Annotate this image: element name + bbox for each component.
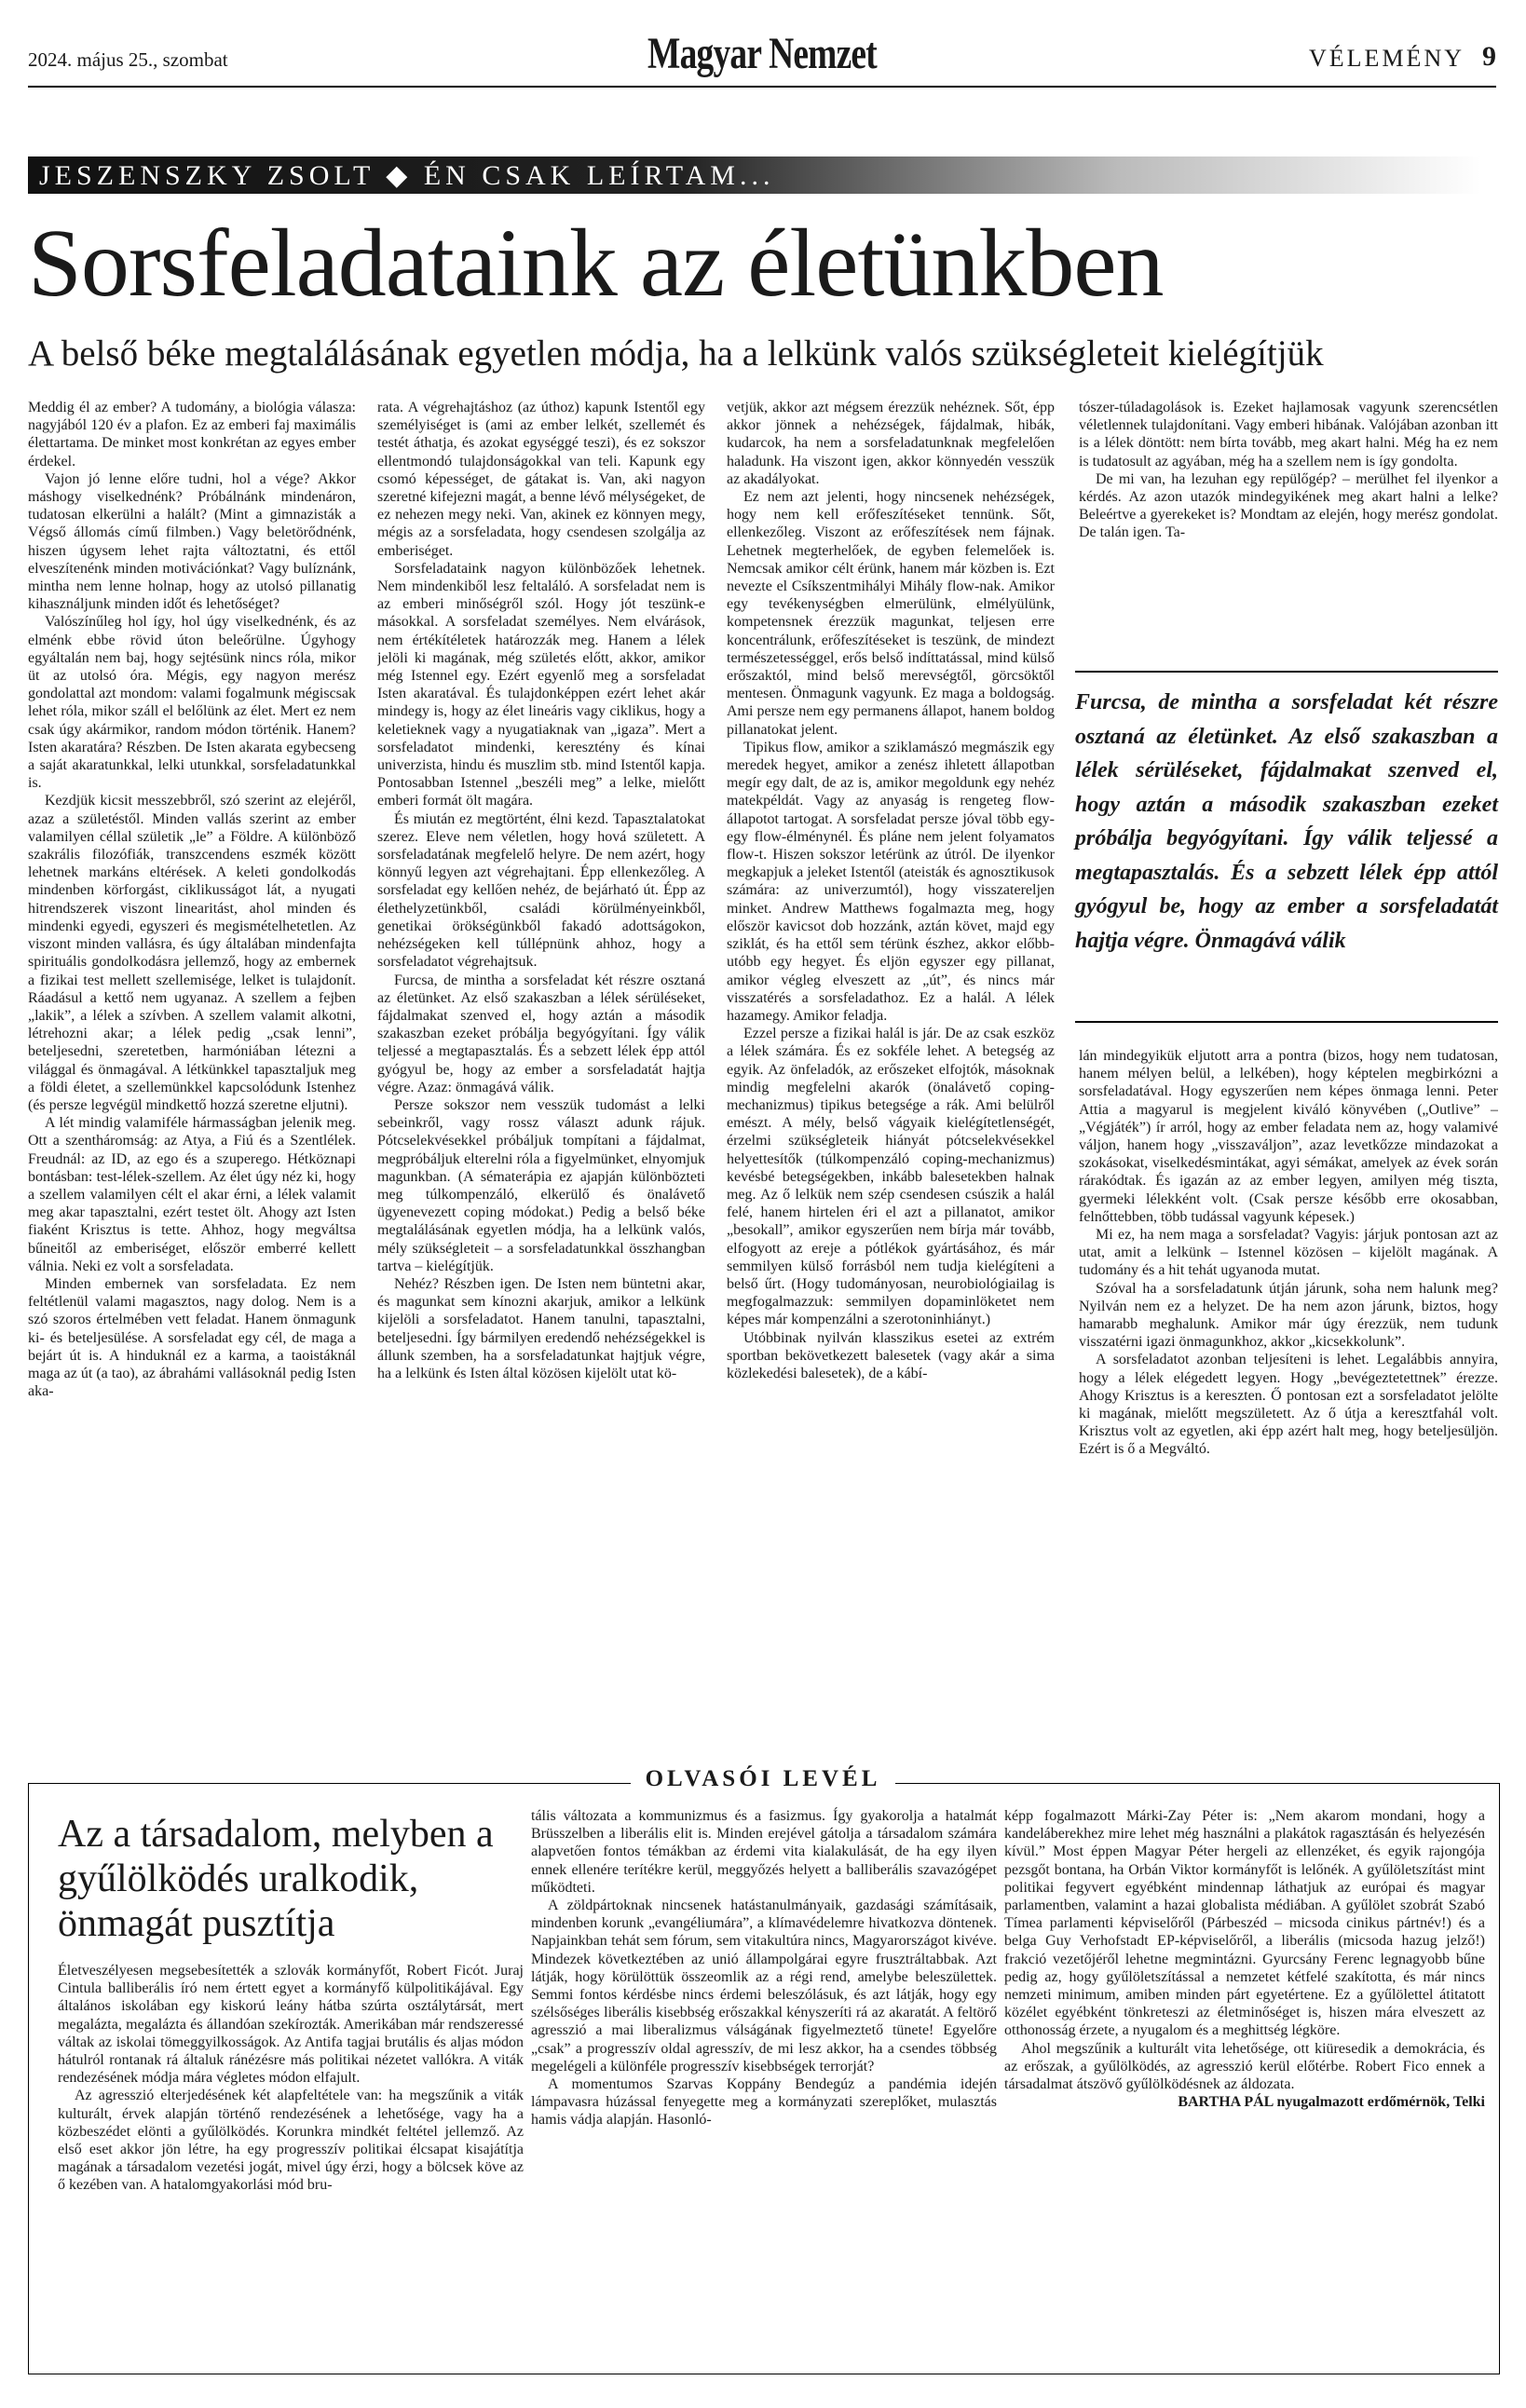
article-title: Sorsfeladataink az életünkben <box>28 210 1164 317</box>
letter-signature: BARTHA PÁL nyugalmazott erdőmérnök, Telki <box>1178 2094 1485 2111</box>
article-column-2: rata. A végrehajtáshoz (az úthoz) kapunk Istentől egy személyiséget is (ami az ember lelkét, szellemét és testét áthatja, és azokat egységgé teszi), és ez sokszor ellentmondó tulajdonságokkal van teli. Kapunk egy csomó képességet, de gátakat is. Van, aki nagyon szeretné kifejezni magát, a benne lévő mélységeket, de ez nehezen megy neki. Van, akinek ez könnyen megy, mégis az a sorsfeladata, hogy csendesen szolgálja az emberiséget. Sorsfeladataink nagyon különbözőek lehetnek. Nem mindenkiből lesz feltaláló. A sorsfeladat nem is az emberi minőségről szól. Hogy jót teszünk-e másokkal. A sorsfeladat személyes. Nem elvárások, nem értékítéletek határozzák meg. Hanem a lélek jelöli ki magának, még születés előtt, akkor, amikor még Istennel egy. Ezért egyenlő meg a sorsfeladat Isten akaratával. És tulajdonképpen ezért lehet akár mindegy is, hogy az élet lineáris vagy ciklikus, hogy a keletieknek vagy a nyugatiaknak van „igaza”. Mert a sorsfeladatot mindenki, keresztény és kínai univerzista, hindu és muszlim stb. mind Istentől kapja. Pontosabban Istennel „beszéli meg” a lelke, mielőtt emberi formát ölt magára. És miután ez megtörtént, élni kezd. Tapasztalatokat szerez. Eleve nem véletlen, hogy hová született. A sorsfeladatának megfelelő helyre. De nem azért, hogy könnyű legyen azt végrehajtani. Épp ellenkezőleg. A sorsfeladat egy kellően nehéz, de bejárható út. Épp az élethelyzetünkből, családi körülményeinkből, genetikai örökségünkből fakadó adottságokon, nehézségeken kell túllépnünk ahhoz, hogy a sorsfeladatot végrehajtsuk. Furcsa, de mintha a sorsfeladat két részre osztaná az életünket. Az első szakaszban a lélek sérüléseket, fájdalmakat szenved el, hogy aztán a második szakaszban ezeket próbálja begyógyítani. Így válik teljessé a megtapasztalás. És a sebzett lélek épp attól gyógyul be, hogy az ember a sorsfeladatát hajtja végre. Azaz: önmagává válik. Persze sokszor nem vesszük tudomást a lelki sebeinkről, vagy rossz választ adunk rájuk. Pótcselekvésekkel próbáljuk tompítani a fájdalmat, megpróbáljuk elterelni róla a figyelmünket, elnyomjuk magunkban. (A sématerápia ez ajapján különbözteti meg túlkompenzáló, elkerülő és önalávető ügyenevezett coping módokat.) Pedig a belső béke megtalálásának egyetlen módja, ha a lelkünk valós, mély szükségleteit – a sorsfeladatunkkal összhangban tartva – kielégítjük. Nehéz? Részben igen. De Isten nem büntetni akar, és magunkat sem kínozni akarjuk, amikor a lelkünk kijelöli a sorsfeladatot. Hanem tanulni, tapasztalni, beteljesedni. Így bármilyen eredendő nehézségekkel is állunk szemben, ha a sorsfeladatunkat hajtjuk végre, ha a lelkünk és Isten által közösen kijelölt utat kö- <box>377 400 705 1381</box>
newspaper-logo: Magyar Nemzet <box>647 29 877 78</box>
letter-column-1: Életveszélyesen megsebesítették a szlovák kormányfőt, Robert Ficót. Juraj Cintula balliberális író nem értett egyet a kormányfő külpolitikájával. Egy általános iskolában egy kiskorú leány hátba szúrta osztálytársát, mert megalázta, megalázta és állandóan szekírozták. Amerikában már rendszeressé váltak az iskolai tömeggyilkosságok. Az Antifa tagjai brutális és aljas módon hátulról rontanak rá általuk ránézésre más politikai nézetet vallókra. A viták rendezésének módja mára végletes módon elfajult. Az agresszió elterjedésének két alapfeltétele van: ha megszűnik a viták kulturált, érvek alapján történő rendezésének a lehetősége, vagy ha a közbeszédet elönti a gyűlölködés. Korunkra mindkét feltétel jellemző. Az első eset akkor jön létre, ha egy progresszív politikai élcsapat kisajátítja magának a társadalom vezetési jogát, mivel úgy érzi, hogy a bölcsek köve az ő kezében van. A hatalomgyakorlási mód bru- <box>58 1963 524 2194</box>
section-name: VÉLEMÉNY <box>1309 45 1465 72</box>
letter-section-label: OLVASÓI LEVÉL <box>0 1766 1526 1792</box>
kicker-text: JESZENSZKY ZSOLT ◆ ÉN CSAK LEÍRTAM... <box>39 160 775 191</box>
article-column-3: vetjük, akkor azt mégsem érezzük nehéznek. Sőt, épp akkor jönnek a nehézségek, fájdalmak, hibák, kudarcok, ha nem a sorsfeladatunknak megfelelően haladunk. Ha viszont igen, akkor könnyedén vesszük az akadályokat. Ez nem azt jelenti, hogy nincsenek nehézségek, hogy nem kell erőfeszítéseket tennünk. Sőt, ellenkezőleg. Viszont az erőfeszítések nem fájnak. Lehetnek megterhelőek, de egyben felemelőek is. Nemcsak amikor célt érünk, hanem már közben is. Ezt nevezte el Csíkszentmihályi Mihály flow-nak. Amikor egy tevékenységben elmerülünk, elmélyülünk, kompetensnek érezzük magunkat, teljesen erre koncentrálunk, erőfeszítéseket is teszünk, de mindezt természetességgel, erős belső indíttatással, mind külső erőszaktól, mind belső merevségtől, görcsöktől mentesen. Önmagunk vagyunk. Ez maga a boldogság. Ami persze nem egy permanens állapot, hanem boldog pillanatokat jelent. Tipikus flow, amikor a sziklamászó megmászik egy meredek hegyet, amikor a zenész ihletett állapotban megír egy dalt, de az is, amikor megoldunk egy nehéz matekpéldát. Vagy az anyaság is rengeteg flow-állapotot tartogat. A sorsfeladat persze jóval több egy-egy flow-élménynél. És pláne nem jelent folyamatos flow-t. Hiszen sokszor letérünk az útról. De ilyenkor megkapjuk a jeleket Istentől (ateisták és agnosztikusok számára: az univerzumtól), hogy visszatereljen minket. Andrew Matthews fogalmazta meg, hogy először kavicsot dob hozzánk, aztán követ, majd egy sziklát, és ha ettől sem térünk észhez, akkor előbb-utóbb egy hegyet. És eljön egyszer egy pillanat, amikor végleg elveszett az „út”, és nincs már visszatérés a sorsfeladathoz. Ez a halál. A lélek hazamegy. Amikor feladja. Ezzel persze a fizikai halál is jár. De az csak eszköz a lélek számára. És ez sokféle lehet. A betegség az egyik. Az önfeladók, az erőszeket elfojtók, másoknak mindig megfelelni akarók (önalávető coping-mechanizmus) tipikus betegsége a rák. Ami belülről emészt. A mély, belső vágyaik kielégítetlenségét, érzelmi szükségleteik hiányát pótcselekvésekkel helyettesítők (túlkompenzáló coping-mechanizmus) kevésbé betegségekben, inkább balesetekben halnak meg. Az ő lelkük nem szép csendesen csúszik a halál felé, hanem hirtelen éri el azt a pillanatot, amikor „besokall”, amikor egyszerűen nem bírja már tovább, elfogyott az ereje a pótlékok gyártásához, és már semmilyen külső forrásból nem tudja kielégíteni a belső űrt. (Hogy tudományosan, neurobiológiailag is megfogalmazzuk: semmilyen dopaminlöketet nem képes már kompenzálni a szerotoninhiányt.) Utóbbinak nyilván klasszikus esetei az extrém sportban bekövetkezett balesetek (vagy akár a sima közlekedési balesetek), de a kábí- <box>727 400 1055 1381</box>
header-rule <box>28 86 1496 88</box>
issue-date: 2024. május 25., szombat <box>28 48 228 71</box>
article-subtitle: A belső béke megtalálásának egyetlen módja, ha a lelkünk valós szükségleteit kielégítjük <box>28 333 1324 374</box>
page-number: 9 <box>1482 41 1496 72</box>
letter-title: Az a társadalom, melyben a gyűlölködés uralkodik, önmagát pusztítja <box>58 1813 494 1945</box>
column-kicker <box>28 156 1481 194</box>
letter-column-2: tális változata a kommunizmus és a fasizmus. Így gyakorolja a hatalmát Brüsszelben a liberális elit is. Minden erejével gátolja a társadalom számára alapvetően fontos témákban az érdemi vita kialakulását, de ha egy ilyen ennek ellenére terítékre kerül, meggyőzés helyett a balliberális szavazógépet működteti. A zöldpártoknak nincsenek hatástanulmányaik, gazdasági számításaik, mindenben korunk „evangéliumára”, a klímavédelemre hivatkozva döntenek. Napjainkban tehát sem fórum, sem vitakultúra nincs, Magyarországot kivéve. Mindezek következtében az unió állampolgárai egyre frusztráltabbak. Azt látják, hogy körülöttük összeomlik az a régi rend, amelybe beleszülettek. Semmi fontos kérdésbe nincs érdemi beleszólásuk, és azt látják, hogy egy szélsőséges liberális kisebbség erőszakkal kényszeríti rá az akaratát. A feltörő agresszió a mai liberalizmus válságának figyelmeztető tünete! Egyelőre „csak” a progresszív oldal agresszív, de mi lesz akkor, ha a csendes többség megelégeli a különféle progresszív kisebbségek terrorját? A momentumos Szarvas Koppány Bendegúz a pandémia idején lámpavasra húzással fenyegette meg a kormányzati szereplőket, mulasztás hamis vádja alapján. Hasonló- <box>531 1808 997 2129</box>
letter-column-3: képp fogalmazott Márki-Zay Péter is: „Nem akarom mondani, hogy a kandeláberekhez mire lehet még használni a plakátok ragasztásán és helyezésén kívül.” Most éppen Magyar Péter hergeli az ellenzéket, és egyik rajongója pezsgőt bontana, ha Orbán Viktor kormányfőt is lelőnék. A gyűlöletszítást mint politikai fegyvert egyébként mindennap láthatjuk az európai és magyar parlamentben, valamint a hazai globalista médiában. A gyűlölet szobrát Szabó Tímea parlamenti képviselőről (Párbeszéd – micsoda cinikus pártnév!) és a belga Guy Verhofstadt EP-képviselőről, a liberális (micsoda hazug jelző!) frakció vezetőjéről lehetne megmintázni. Gyurcsány Ferenc legnagyobb bűne pedig az, hogy gyűlöletszítással a nemzetet kétfelé szakította, és már nincs nemzeti minimum, amiben minden párt egyetértene. Ez a gyűlölettel átitatott közélet egyébként tönkreteszi az életminőséget is, hiszen mára elveszett az otthonosság érzete, a nyugalom és a meghittség légköre. Ahol megszűnik a kulturált vita lehetősége, ott kiüresedik a demokrácia, és az erőszak, a gyűlölködés, az agresszió kerül előtérbe. Robert Fico ennek a társadalmat átszövő gyűlölködésnek az áldozata. BARTHA PÁL nyugalmazott erdőmérnök, Telki <box>1004 1808 1485 2111</box>
article-column-1: Meddig él az ember? A tudomány, a biológia válasza: nagyjából 120 év a plafon. Ez az emberi faj maximális élettartama. De minket most konkrétan az egyes ember érdekel. Vajon jó lenne előre tudni, hol a vége? Akkor máshogy viselkednénk? Próbálnánk mindenáron, tudatosan elkerülni a halált? (Mint a gimnazisták a Végső állomás című filmben.) Vagy beletörődnénk, hiszen úgysem lehet rajta változtatni, és ettől elveszítenénk minden motivációnkat? Vagy bulíznánk, mintha nem lenne holnap, hogy az utolsó pillanatig kihasználjunk minden időt és lehetőséget? Valószínűleg hol így, hol úgy viselkednénk, és az elménk ebbe rövid úton beleőrülne. Úgyhogy egyáltalán nem baj, hogy sejtésünk nincs róla, mikor üt az utolsó óra. Mégis, egy nagyon merész gondolattal azt mondom: valami fogalmunk mégiscsak lehet róla, mikor száll el belőlünk az élet. Mert ez nem csak úgy akármikor, random módon történik. Hanem? Isten akaratára? Részben. De Isten akarata egybecseng a saját akaratunkkal, lelki utunkkal, sorsfeladatunkkal is. Kezdjük kicsit messzebbről, szó szerint az elejéről, azaz a születéstől. Minden vallás szerint az ember valamilyen céllal születik „le” a Földre. A különböző szakrális filozófiák, transzcendens eszmék között lehetnek markáns eltérések. A keleti gondolkodás mindenben körforgást, ciklikusságot lát, a nyugati hitrendszerek viszont linearitást, ahol minden és mindenki egyedi, egyszeri és megismételhetetlen. Az viszont minden vallásra, és úgy általában mindenfajta spirituális gondolkodásra jellemző, hogy az embernek a fizikai test mellett szellemisége, lelket is tulajdonít. Ráadásul a kettő nem ugyanaz. A szellem a fejben „lakik”, a lélek a szívben. A szellem valamit alkotni, létrehozni akar; a lélek pedig „csak lenni”, beteljesedni, szeretetben, harmóniában létezni a világgal és önmagával. A létkünkkel tapasztaljuk meg a földi életet, a szellemünkkel kapcsolódunk Istenhez (és persze legvégül mindkettő hozzá szeretne eljutni). A lét mindig valamiféle hármasságban jelenik meg. Ott a szentháromság: az Atya, a Fiú és a Szentlélek. Freudnál: az ID, az ego és a szuperego. Hétköznapi bontásban: test-lélek-szellem. Az élet úgy néz ki, hogy a szellem valamilyen célt el akar érni, a lélek valamit meg akar tapasztalni, ezért testet ölt. Ahogy azt Isten fiaként Krisztus is tette. Ahhoz, hogy megváltsa bűneitől az emberiséget, először emberré kellett válnia. Neki ez volt a sorsfeladata. Minden embernek van sorsfeladata. Ez nem feltétlenül valami magasztos, nagy dolog. Nem is a szó szoros értelmében vett feladat. Hanem önmagunk ki- és beteljesülése. A sorsfeladat egy cél, de maga a bejárt út is. A hinduknál ez a karma, a taoistáknál maga az út (a tao), az ábrahámi vallásoknál pedig Isten aka- <box>28 400 356 1400</box>
article-column-4-bottom: lán mindegyikük eljutott arra a pontra (bizos, hogy nem tudatosan, hanem mélyen belül, a lelkében), hogy képtelen megbirkózni a sorsfeladatával. Hogy egyszerűen nem képes önmaga lenni. Peter Attia a magyarul is megjelent kiváló könyvében („Outlive” – „Végjáték”) ír arról, hogy az ember feladata nem az, hogy valamivé váljon, hanem hogy „visszaváljon”, azaz levetkőzze mindazokat a szokásokat, viselkedésmintákat, agyi sémákat, amelyek az évek során rárakódtak. És igazán az az ember legyen, amilyen még tiszta, gyermeki lélekként volt. (Csak persze később erre okosabban, felnőttebben, több tudással vagyunk képesek.) Mi ez, ha nem maga a sorsfeladat? Vagyis: járjuk pontosan azt az utat, amit a lelkünk – Istennel közösen – kijelölt magának. A tudomány és a hit tehát ugyanoda mutat. Szóval ha a sorsfeladatunk útján járunk, soha nem halunk meg? Nyilván nem ez a helyzet. De ha nem azon járunk, biztos, hogy hamarabb meghalunk. Amikor már úgy érezzük, nem tudunk visszatérni igazi önmagunkhoz, akkor „kicsekkolunk”. A sorsfeladatot azonban teljesíteni is lehet. Legalábbis annyira, hogy a lélek elégedett legyen. Hogy „bevégeztetettnek” érezze. Ahogy Krisztus is a kereszten. Ő pontosan ezt a sorsfeladatot jelölte ki magának, mielőtt megszületett. Az ő útja a keresztfahál volt. Krisztus volt az egyetlen, aki épp azért halt meg, hogy beteljesüljön. Ezért is ő a Megváltó. <box>1079 1048 1498 1458</box>
pull-quote: Furcsa, de mintha a sorsfeladat két részre osztaná az életünket. Az első szakaszban a lélek sérüléseket, fájdalmakat szenved el, hogy aztán a második szakaszban ezeket próbálja begyógyítani. Így válik teljessé a megtapasztalás. És a sebzett lélek épp attól gyógyul be, hogy az ember a sorsfeladatát hajtja végre. Önmagává válik <box>1075 671 1498 1023</box>
page-header <box>28 28 1496 82</box>
article-column-4-top: tószer-túladagolások is. Ezeket hajlamosak vagyunk szerencsétlen véletlennek tulajdonítani. Vagy emberi hibának. Valójában azonban itt is a lélek döntött: nem bírta tovább, meg akart halni. Még ha ez nem is tudatosult az agyában, még ha a szellem nem is így gondolta. De mi van, ha lezuhan egy repülőgép? – merülhet fel ilyenkor a kérdés. Az azon utazók mindegyikének meg akart halni a lelke? Beleértve a gyerekeket is? Mondtam az elején, hogy merész gondolat. De talán igen. Ta- <box>1079 400 1498 541</box>
